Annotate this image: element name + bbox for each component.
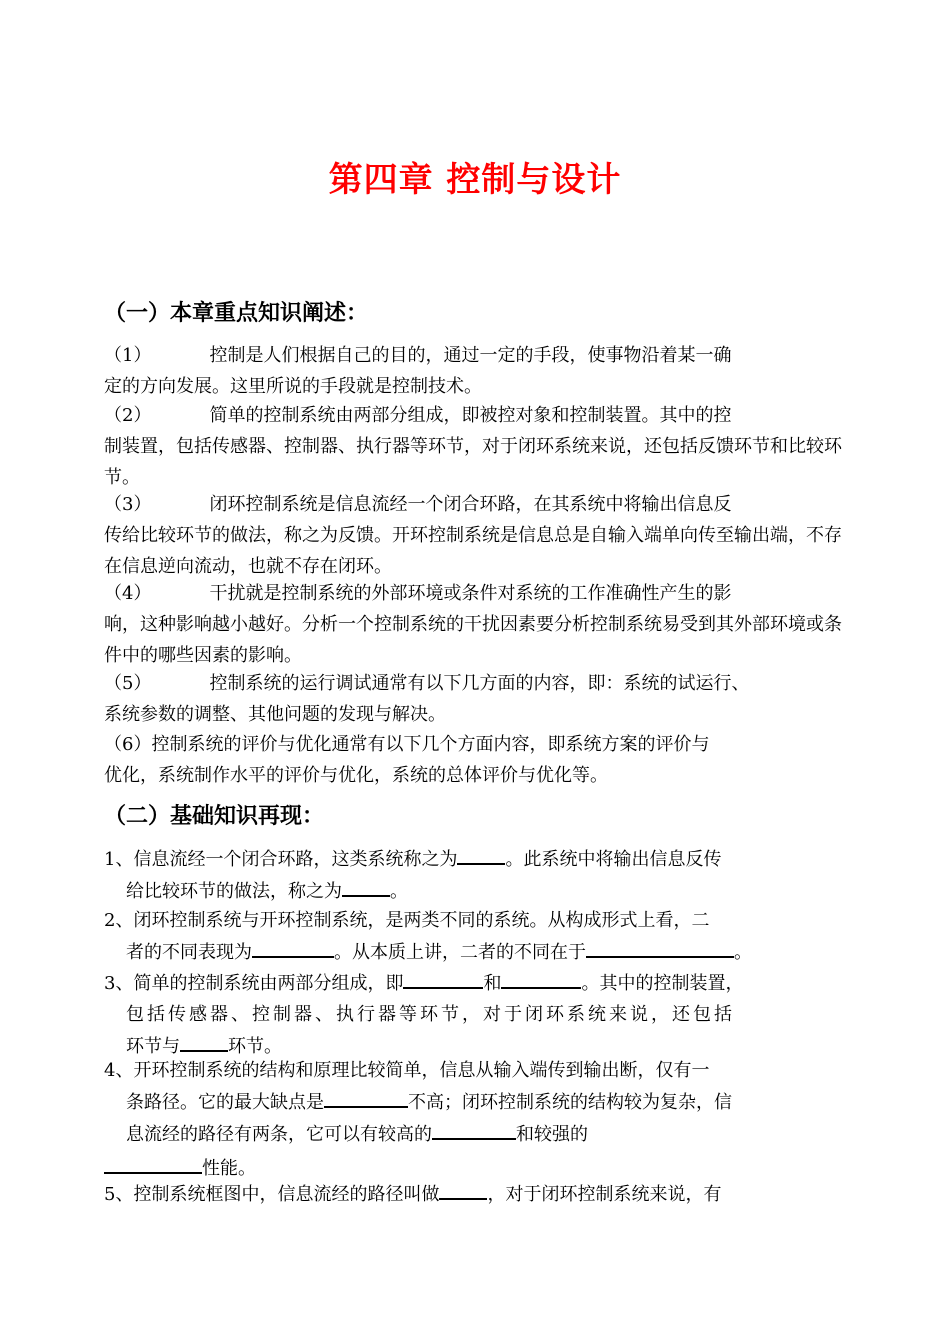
question-text: 。从本质上讲，二者的不同在于 xyxy=(334,942,586,963)
key-point-text: 闭环控制系统是信息流经一个闭合环路，在其系统中将输出信息反 xyxy=(209,494,732,515)
key-point-6 xyxy=(104,729,852,791)
key-point-number: （3） xyxy=(104,494,152,515)
section-heading-basic-knowledge: （二）基础知识再现： xyxy=(104,803,325,829)
answer-blank[interactable] xyxy=(180,1030,228,1052)
question-text: 。其中的控制装置， xyxy=(581,973,744,994)
key-point-text: 控制系统的评价与优化通常有以下几个方面内容，即系统方案的评价与 xyxy=(151,734,710,755)
answer-blank[interactable] xyxy=(104,1152,202,1174)
section-heading-key-points: （一）本章重点知识阐述： xyxy=(104,300,369,326)
question-text: 条路径。它的最大缺点是 xyxy=(126,1092,324,1113)
question-text: 。 xyxy=(734,942,752,963)
key-point-text-cont: 制装置，包括传感器、控制器、执行器等环节，对于闭环系统来说，还包括反馈环节和比较环节。 xyxy=(104,436,842,488)
key-point-number: （1） xyxy=(104,345,152,366)
question-text: ，对于闭环控制系统来说，有 xyxy=(487,1184,722,1205)
question-text: 3、简单的控制系统由两部分组成，即 xyxy=(104,973,404,994)
key-point-text-cont: 系统参数的调整、其他问题的发现与解决。 xyxy=(104,704,446,725)
key-point-1 xyxy=(104,340,852,402)
question-text: 给比较环节的做法，称之为 xyxy=(126,881,342,902)
key-point-text-cont: 定的方向发展。这里所说的手段就是控制技术。 xyxy=(104,376,482,397)
question-text: 环节与 xyxy=(126,1036,180,1057)
key-point-text-cont: 优化，系统制作水平的评价与优化，系统的总体评价与优化等。 xyxy=(104,765,608,786)
question-3 xyxy=(104,967,852,1062)
question-2 xyxy=(104,905,852,968)
question-text: 5、控制系统框图中，信息流经的路径叫做 xyxy=(104,1184,440,1205)
question-text: 息流经的路径有两条，它可以有较高的 xyxy=(126,1124,432,1145)
question-text: 2、闭环控制系统与开环控制系统，是两类不同的系统。从构成形式上看，二 xyxy=(104,910,710,931)
answer-blank[interactable] xyxy=(586,936,734,958)
answer-blank[interactable] xyxy=(324,1086,408,1108)
answer-blank[interactable] xyxy=(439,1178,487,1200)
answer-blank[interactable] xyxy=(457,843,505,865)
question-text: 性能。 xyxy=(202,1158,256,1179)
answer-blank[interactable] xyxy=(342,875,390,897)
answer-blank[interactable] xyxy=(501,967,581,989)
question-text: 和 xyxy=(483,973,502,994)
answer-blank[interactable] xyxy=(432,1118,516,1140)
question-text: 者的不同表现为 xyxy=(126,942,252,963)
key-point-5 xyxy=(104,668,852,730)
key-point-number: （5） xyxy=(104,673,152,694)
question-text: 不高；闭环控制系统的结构较为复杂，信 xyxy=(408,1092,732,1113)
key-point-text-cont: 响，这种影响越小越好。分析一个控制系统的干扰因素要分析控制系统易受到其外部环境或条件中的哪些因素的影响。 xyxy=(104,614,842,666)
question-text: 。此系统中将输出信息反传 xyxy=(505,849,722,870)
key-point-number: （6） xyxy=(104,734,152,755)
key-point-text: 控制是人们根据自己的目的，通过一定的手段，使事物沿着某一确 xyxy=(209,345,732,366)
chapter-title: 第四章 控制与设计 xyxy=(328,160,622,200)
question-text: 。 xyxy=(390,881,408,902)
question-text: 1、信息流经一个闭合环路，这类系统称之为 xyxy=(104,849,458,870)
key-point-text: 控制系统的运行调试通常有以下几方面的内容，即：系统的试运行、 xyxy=(209,673,750,694)
key-point-4 xyxy=(104,578,852,671)
question-text: 环节。 xyxy=(228,1036,282,1057)
answer-blank[interactable] xyxy=(403,967,483,989)
key-point-text-cont: 传给比较环节的做法，称之为反馈。开环控制系统是信息总是自输入端单向传至输出端，不存在信息逆向流动，也就不存在闭环。 xyxy=(104,525,842,577)
key-point-number: （4） xyxy=(104,583,152,604)
key-point-text: 干扰就是控制系统的外部环境或条件对系统的工作准确性产生的影 xyxy=(209,583,732,604)
key-point-text: 简单的控制系统由两部分组成，即被控对象和控制装置。其中的控 xyxy=(209,405,732,426)
answer-blank[interactable] xyxy=(252,936,334,958)
question-5 xyxy=(104,1178,852,1210)
question-text: 和较强的 xyxy=(516,1124,588,1145)
question-1 xyxy=(104,843,852,907)
question-4 xyxy=(104,1055,852,1184)
question-text: 包括传感器、控制器、执行器等环节，对于闭环系统来说，还包括 xyxy=(126,1004,735,1025)
key-point-3 xyxy=(104,489,852,582)
question-text: 4、开环控制系统的结构和原理比较简单，信息从输入端传到输出断，仅有一 xyxy=(104,1060,710,1081)
key-point-number: （2） xyxy=(104,405,152,426)
key-point-2 xyxy=(104,400,852,493)
